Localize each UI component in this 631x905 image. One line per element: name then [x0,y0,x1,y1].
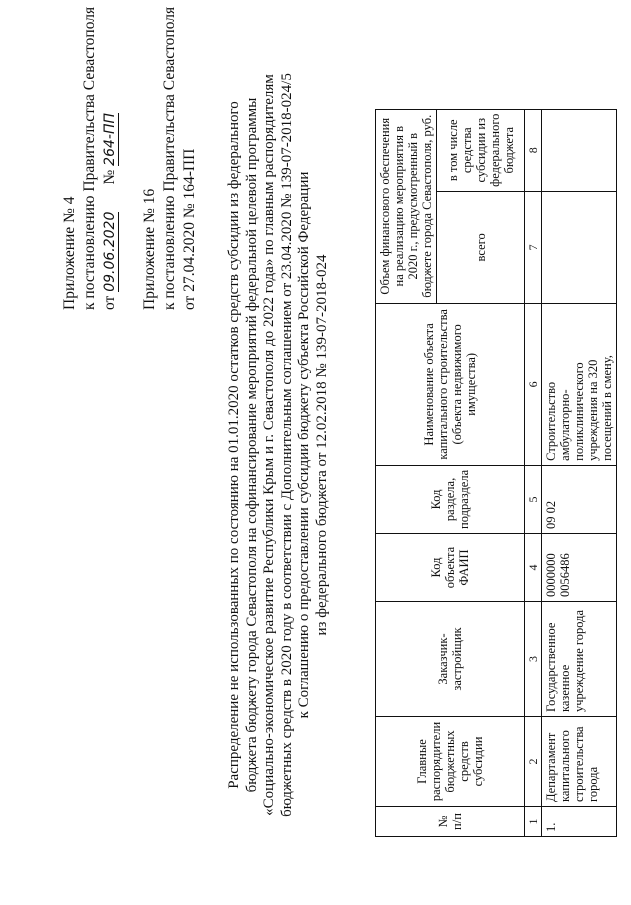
title-line-6: из федерального бюджета от 12.02.2018 № 139-07-2018-024 [313,254,330,636]
header-main-managers: Главные распорядители бюджетных средств субсидии [376,717,525,807]
header-customer-developer: Заказчик-застройщик [376,602,525,717]
column-number: 7 [525,191,542,303]
appendix-decree-ref: к постановлению Правительства Севастополя [81,6,98,310]
appendix-block-old [140,0,200,310]
from-label: от [101,295,118,310]
header-federal-subsidy: в том числе средства субсидии из федерального бюджета [437,109,525,191]
column-number: 8 [525,109,542,191]
column-number: 2 [525,717,542,807]
appendix-block-new [60,0,200,310]
table-column-numbers-row [525,109,542,836]
row-total [542,191,617,303]
title-line-4: бюджетных средств в 2020 году в соответствии с Дополнительным соглашением от 23.04.2020 № 139-07-2018-024/5 [278,73,295,817]
title-line-2: бюджета бюджету города Севастополя на софинансирование мероприятий федеральной целевой программы [243,97,260,793]
header-object-name: Наименование объекта капитального строительства (объекта недвижимого имущества) [376,303,525,465]
old-appendix-decree-ref: к постановлению Правительства Севастополя [161,6,178,310]
header-total: всего [437,191,525,303]
distribution-table [375,109,617,837]
handwritten-number: 264-ПП [102,113,118,166]
row-faip-code: 0000000 0056486 [542,534,617,602]
column-number: 4 [525,534,542,602]
column-number: 5 [525,465,542,533]
appendix-number: Приложение № 4 [61,196,78,310]
document-title [226,15,331,875]
row-customer-developer: Государственное казенное учреждение города [542,602,617,717]
row-main-manager: Департамент капитального строительства города [542,717,617,807]
title-line-3: «Социально-экономическое развитие Республики Крым и г. Севастополя до 2022 года» по главным распорядителям [261,74,277,816]
row-object-name: Строительство амбулаторно-поликлинического учреждения на 320 посещений в смену, [542,303,617,465]
title-line-1: Распределение не использованных по состоянию на 01.01.2020 остатков средств субсидии из федерального [226,101,242,789]
title-line-5: к Соглашению о предоставлении субсидии бюджету субъекта Российской Федерации [296,171,312,719]
column-number: 6 [525,303,542,465]
table-row [542,109,617,836]
column-number: 3 [525,602,542,717]
header-funding-volume: Объем финансового обеспечения на реализацию мероприятия в 2020 г., предусмотренный в бюджете города Севастополя, руб. [376,109,437,303]
number-label: № [101,169,118,185]
old-appendix-number: Приложение № 16 [141,188,158,310]
appendix-date-line [100,0,120,310]
handwritten-date: 09.06.2020 [102,211,118,292]
row-federal-subsidy [542,109,617,191]
column-number: 1 [525,807,542,837]
row-index: 1. [542,807,617,837]
header-index: № п/п [376,807,525,837]
header-faip-code: Код объекта ФАИП [376,534,525,602]
header-section-code: Код раздела, подраздела [376,465,525,533]
old-appendix-date: от 27.04.2020 № 164-ПП [181,148,198,310]
table-header-row [376,109,437,836]
row-section-code: 09 02 [542,465,617,533]
